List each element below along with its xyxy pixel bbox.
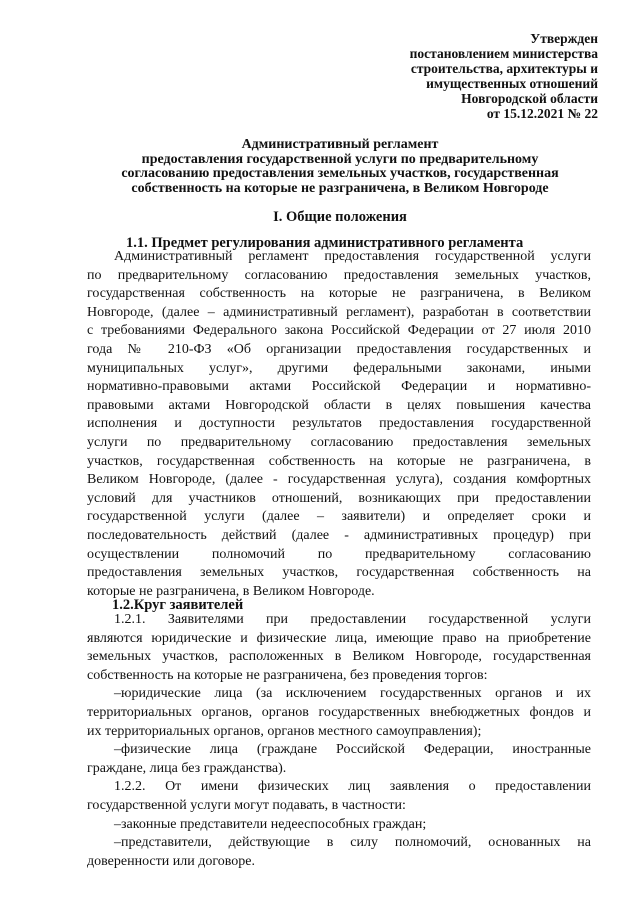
text-line: исполнения и доступности результатов предоставления государственной — [87, 416, 591, 432]
title-line: собственность на которые не разграничена, в Великом Новгороде — [131, 180, 549, 196]
section-heading: I. Общие положения — [273, 209, 407, 225]
approval-line: постановлением министерства — [409, 46, 598, 61]
list-item: –физические лица (граждане Российской Федерации, иностранные — [114, 742, 591, 758]
text-line: года № 210-ФЗ «Об организации предоставления государственных и — [87, 341, 591, 357]
text-line: услуги по предварительному согласованию предоставления земельных — [87, 434, 591, 450]
subsection-heading-1-1: 1.1. Предмет регулирования административного регламента — [126, 235, 524, 251]
document-title — [80, 138, 600, 196]
text-line: муниципальных услуг», другими федеральными законами, иными — [87, 360, 591, 376]
list-item: –законные представители недееспособных граждан; — [114, 816, 427, 832]
approval-line: имущественных отношений — [426, 76, 598, 91]
title-line: предоставления государственной услуги по предварительному — [141, 151, 539, 167]
text-line: их территориальных органов, органов местного самоуправления); — [87, 723, 482, 739]
text-line: по предварительному согласованию предоставления земельных участков, — [87, 267, 591, 283]
approval-stamp — [338, 31, 598, 121]
text-line: 1.2.1. Заявителями при предоставлении государственной услуги — [114, 612, 591, 627]
text-line: нормативно-правовыми актами Российской Федерации и нормативно- — [87, 379, 591, 395]
text-line: правовыми актами Новгородской области в целях повышения качества — [87, 397, 591, 413]
text-line: Административный регламент предоставления государственной услуги — [114, 249, 591, 264]
list-item: –представители, действующие в силу полномочий, основанных на — [114, 835, 591, 851]
approval-line: Новгородской области — [461, 91, 598, 106]
title-line: согласованию предоставления земельных участков, государственная — [121, 166, 559, 181]
text-line: которые не разграничена, в Великом Новгороде. — [87, 583, 375, 599]
text-line: предоставления земельных участков, государственная собственность на — [87, 565, 591, 581]
text-line: являются юридические и физические лица, имеющие право на приобретение — [87, 630, 591, 646]
text-line: Великом Новгороде, (далее - государственная услуга), создания комфортных — [87, 472, 591, 488]
text-line: 1.2.2. От имени физических лиц заявления о предоставлении — [114, 779, 591, 795]
approval-line: Утвержден — [530, 31, 598, 46]
approval-line: от 15.12.2021 № 22 — [486, 106, 598, 121]
text-line: территориальных органов, органов государственных внебюджетных фондов и — [87, 704, 591, 720]
text-line: доверенности или договоре. — [87, 853, 255, 869]
text-line: Новгороде, (далее – административный регламент), разработан в соответствии — [87, 304, 591, 320]
text-line: государственной услуги могут подавать, в частности: — [87, 797, 406, 813]
text-line: с требованиями Федерального закона Российской Федерации от 27 июля 2010 — [87, 323, 591, 339]
list-item: –юридические лица (за исключением государственных органов и их — [114, 686, 591, 702]
subsection-heading-1-2: 1.2.Круг заявителей — [112, 597, 244, 613]
text-line: участков, государственная собственность на которые не разграничена, в — [87, 453, 591, 469]
text-line: осуществлении полномочий по предварительному согласованию — [87, 546, 591, 562]
text-line: граждане, лица без гражданства). — [87, 760, 287, 776]
paragraph-applicants — [87, 611, 591, 871]
approval-line: строительства, архитектуры и — [410, 61, 598, 76]
title-line: Административный регламент — [241, 137, 439, 152]
paragraph-subject — [87, 248, 591, 601]
text-line: государственной услуги (далее – заявители) и определяет сроки и — [87, 509, 591, 525]
text-line: земельных участков, расположенных в Великом Новгороде, государственная — [87, 649, 591, 665]
text-line: государственная собственность на которые не разграничена, в Великом — [87, 286, 591, 302]
text-line: условий для участников отношений, возникающих при предоставлении — [87, 490, 591, 506]
text-line: собственность на которые не разграничена, без проведения торгов: — [87, 667, 488, 683]
text-line: последовательность действий (далее - административных процедур) при — [87, 527, 591, 543]
